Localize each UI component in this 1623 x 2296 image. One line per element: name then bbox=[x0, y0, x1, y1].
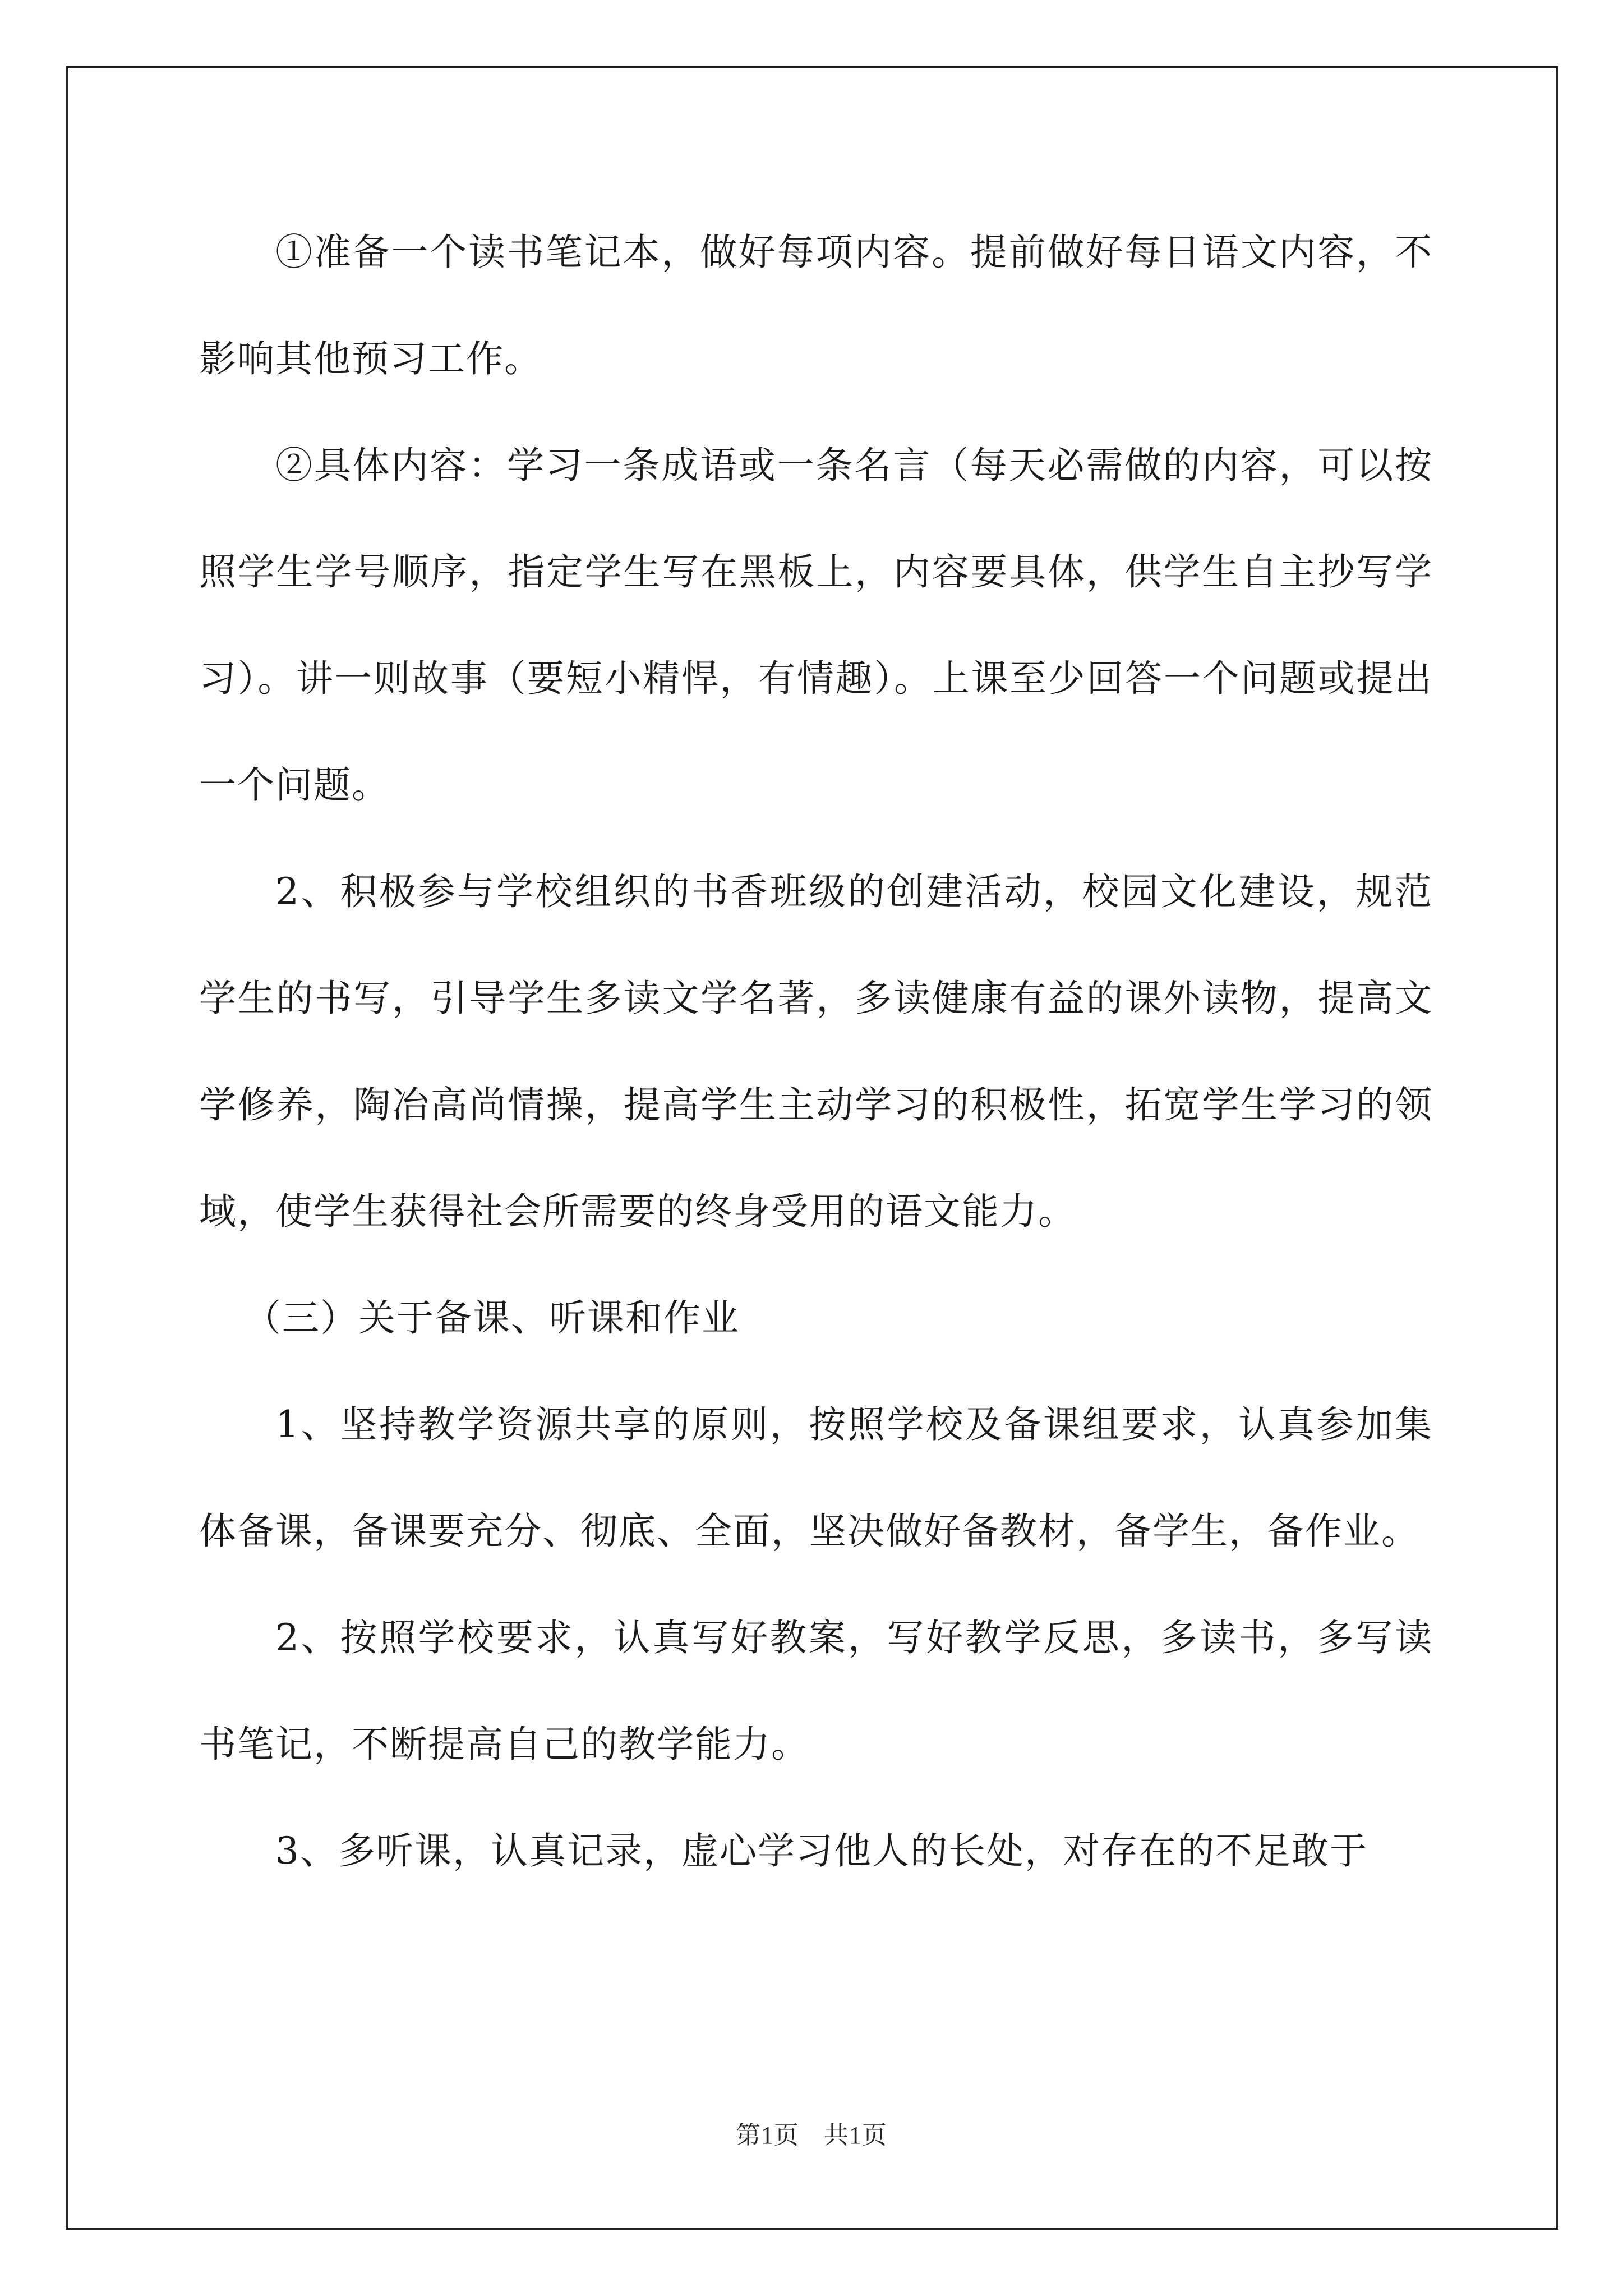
paragraph-book-fragrance-class: 2、积极参与学校组织的书香班级的创建活动，校园文化建设，规范学生的书写，引导学生多读文学名著，多读健康有益的课外读物，提高文学修养，陶冶高尚情操，提高学生主动学习的积极性，拓宽学生学习的领域，使学生获得社会所需要的终身受用的语文能力。 bbox=[199, 870, 1433, 1233]
section-heading: （三）关于备课、听课和作业 bbox=[244, 1296, 740, 1340]
paragraph-collective-lesson-prep: 1、坚持教学资源共享的原则，按照学校及备课组要求，认真参加集体备课，备课要充分、彻底、全面，坚决做好备教材，备学生，备作业。 bbox=[199, 1403, 1433, 1553]
paragraph-observe-classes: 3、多听课，认真记录，虚心学习他人的长处，对存在的不足敢于 bbox=[275, 1829, 1368, 1872]
paragraph-lesson-plans: 2、按照学校要求，认真写好教案，写好教学反思，多读书，多写读书笔记，不断提高自己的教学能力。 bbox=[199, 1616, 1433, 1766]
paragraph-specific-content: ②具体内容：学习一条成语或一条名言（每天必需做的内容，可以按照学生学号顺序，指定学生写在黑板上，内容要具体，供学生自主抄写学习）。讲一则故事（要短小精悍，有情趣）。上课至少回答一个问题或提出一个问题。 bbox=[199, 444, 1433, 807]
page-number: 第1页 bbox=[736, 2122, 799, 2149]
page-footer bbox=[0, 2115, 1623, 2151]
document-body bbox=[199, 199, 1433, 1904]
paragraph-reading-notebook: ①准备一个读书笔记本，做好每项内容。提前做好每日语文内容，不影响其他预习工作。 bbox=[199, 231, 1433, 380]
page-total: 共1页 bbox=[824, 2122, 887, 2149]
